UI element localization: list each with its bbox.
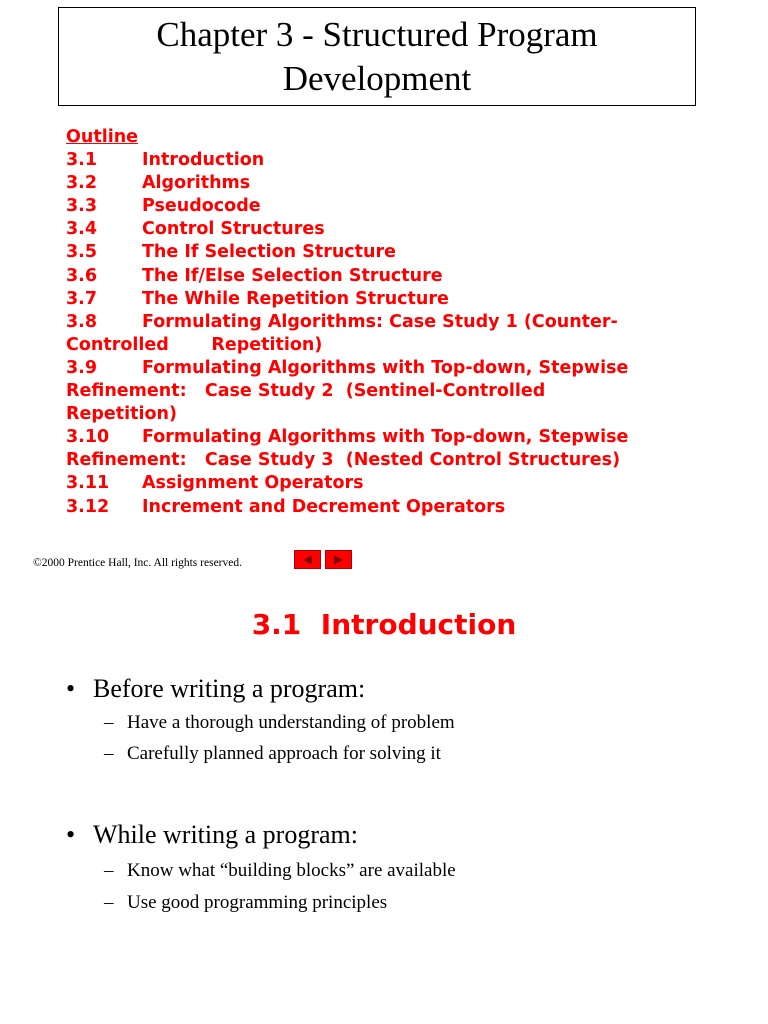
outline-item-number: 3.11 xyxy=(66,473,110,494)
outline-item-label: The If Selection Structure xyxy=(142,242,396,263)
outline-item-label: Assignment Operators xyxy=(142,473,364,494)
outline-item[interactable] xyxy=(66,149,628,172)
dash-icon: – xyxy=(104,743,114,764)
outline-item-label: The While Repetition Structure xyxy=(142,288,449,309)
outline xyxy=(66,126,628,519)
outline-item-label: Formulating Algorithms with Top-down, Stepwise xyxy=(142,427,629,448)
outline-item-number: 3.12 xyxy=(66,496,110,517)
outline-item-continuation: Refinement: Case Study 3 (Nested Control Structures) xyxy=(66,450,621,471)
outline-item-number: 3.7 xyxy=(66,288,98,309)
chapter-title-line-1: Chapter 3 - Structured Program xyxy=(156,14,598,54)
chapter-title-box xyxy=(58,7,696,106)
outline-item[interactable] xyxy=(66,288,628,311)
outline-item[interactable] xyxy=(66,195,628,218)
outline-item-number: 3.6 xyxy=(66,265,98,286)
bullet-item: • Before writing a program: xyxy=(66,674,366,703)
outline-item[interactable] xyxy=(66,311,628,334)
dash-icon: – xyxy=(104,892,114,913)
outline-item-number: 3.8 xyxy=(66,311,98,332)
outline-item[interactable] xyxy=(66,172,628,195)
outline-item-number: 3.3 xyxy=(66,196,98,217)
outline-item-number: 3.10 xyxy=(66,427,110,448)
outline-item-number: 3.5 xyxy=(66,242,98,263)
dash-icon: – xyxy=(104,712,114,733)
sub-bullet-item: – Have a thorough understanding of problem xyxy=(104,712,455,733)
outline-item[interactable] xyxy=(66,241,628,264)
bullet-dot-icon: • xyxy=(66,674,76,703)
outline-item-continuation: Controlled Repetition) xyxy=(66,334,323,355)
bullet-dot-icon: • xyxy=(66,820,76,849)
outline-item-number: 3.1 xyxy=(66,150,98,171)
chapter-title xyxy=(156,13,597,101)
outline-item-continuation: Refinement: Case Study 2 (Sentinel-Controlled xyxy=(66,381,546,402)
copyright-notice: ©2000 Prentice Hall, Inc. All rights reserved. xyxy=(33,557,242,569)
next-slide-button[interactable] xyxy=(325,550,352,569)
outline-item-label: Algorithms xyxy=(142,173,251,194)
sub-bullet-item: – Use good programming principles xyxy=(104,892,388,913)
outline-item[interactable] xyxy=(66,218,628,241)
dash-icon: – xyxy=(104,860,114,881)
outline-list xyxy=(66,149,628,519)
outline-item[interactable] xyxy=(66,426,628,449)
next-arrow-icon: ▶ xyxy=(333,552,344,566)
outline-item-label: Formulating Algorithms: Case Study 1 (Counter- xyxy=(142,311,618,332)
outline-item-continuation: Repetition) xyxy=(66,404,177,425)
outline-item-number: 3.4 xyxy=(66,219,98,240)
outline-item[interactable] xyxy=(66,496,628,519)
outline-item[interactable] xyxy=(66,472,628,495)
outline-item-label: Formulating Algorithms with Top-down, Stepwise xyxy=(142,357,629,378)
outline-item-label: Pseudocode xyxy=(142,196,261,217)
chapter-title-line-2: Development xyxy=(282,58,472,98)
bullet-item: • While writing a program: xyxy=(66,820,358,849)
outline-heading[interactable]: Outline xyxy=(66,127,139,147)
sub-bullet-item: – Know what “building blocks” are available xyxy=(104,860,456,881)
outline-item[interactable] xyxy=(66,265,628,288)
outline-item-number: 3.9 xyxy=(66,357,98,378)
outline-item-number: 3.2 xyxy=(66,173,98,194)
outline-item-label: Increment and Decrement Operators xyxy=(142,496,506,517)
outline-item[interactable] xyxy=(66,357,628,380)
outline-item-label: Control Structures xyxy=(142,219,325,240)
outline-item-label: Introduction xyxy=(142,150,265,171)
section-title: 3.1 Introduction xyxy=(251,608,517,641)
sub-bullet-item: – Carefully planned approach for solving it xyxy=(104,743,441,764)
prev-arrow-icon: ◀ xyxy=(302,552,313,566)
outline-item-label: The If/Else Selection Structure xyxy=(142,265,443,286)
prev-slide-button[interactable] xyxy=(294,550,321,569)
